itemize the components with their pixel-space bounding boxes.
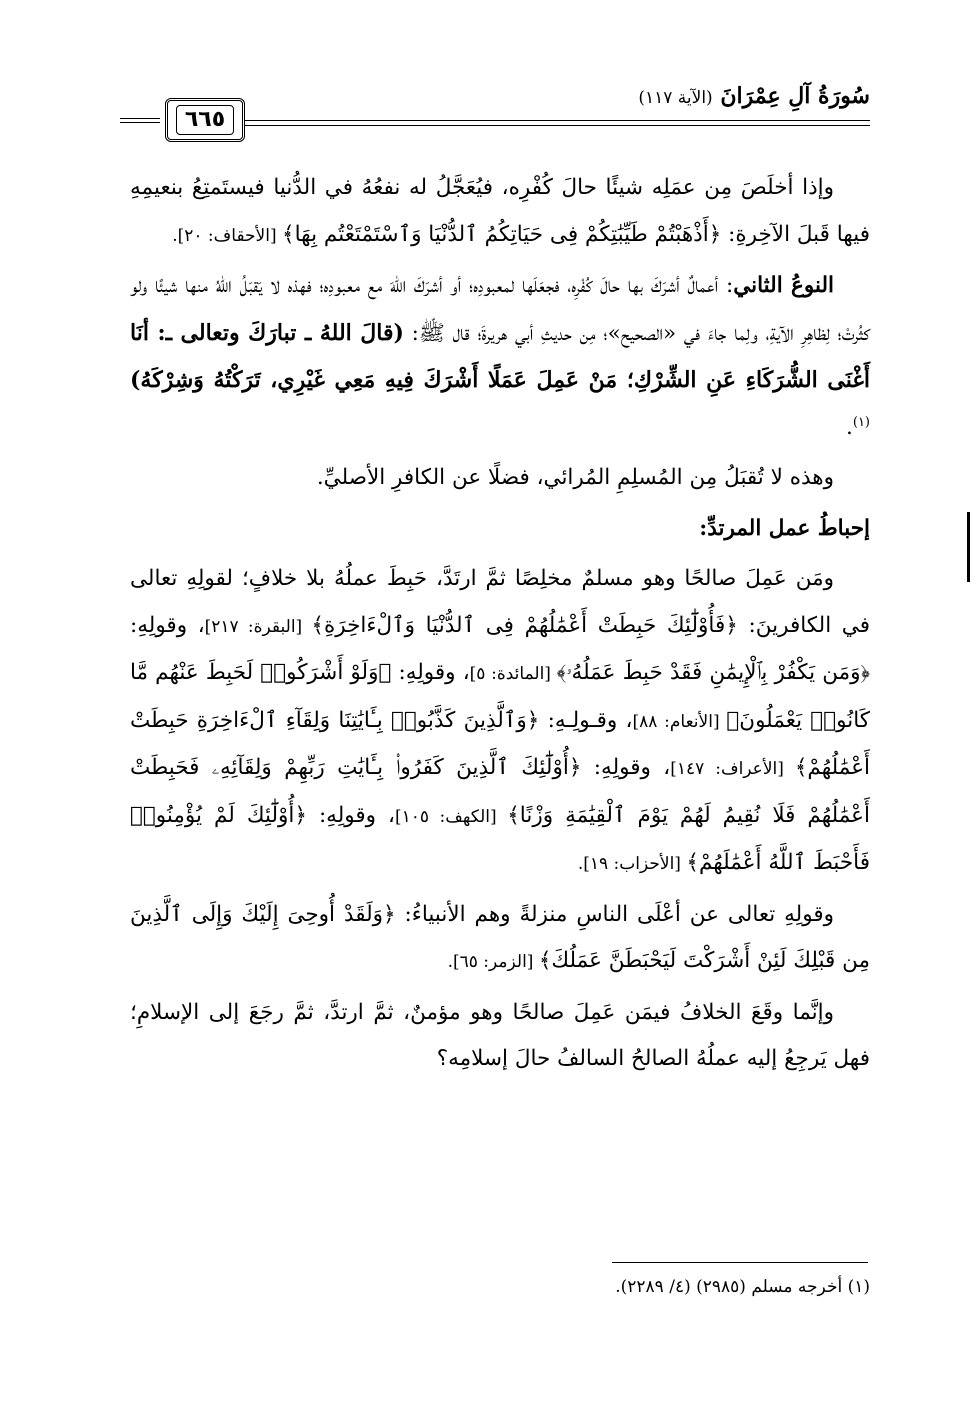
quran-verse: ﴿وَلَوْ أَشْرَكُوا۟ لَحَبِطَ عَنْهُم مَّا كَانُوا۟ يَعْمَلُونَ﴾ [130, 660, 870, 733]
surah-name: سُورَةُ آلِ عِمْرَانَ [720, 83, 870, 109]
hadith-text: (قالَ اللهُ ـ تبارَكَ وتعالى ـ: أنَا أَغْنَى الشُّرَكَاءِ عَنِ الشِّرْكِ؛ مَنْ عَمِلَ عَمَلًا أَشْرَكَ فِيهِ مَعِي غَيْرِي، تَرَكْتُهُ وَشِرْكَهُ) [130, 319, 870, 393]
paragraph-text: وهذه لا تُقبَلُ مِن المُسلِمِ المُرائي، فضلًا عن الكافرِ الأصليِّ. [316, 465, 834, 490]
verse-reference: [الأحقاف: ٢٠]. [172, 225, 283, 246]
scan-edge-mark [967, 512, 970, 582]
footnote-number: (١) [847, 1277, 870, 1297]
section-label: النوعُ الثاني [733, 273, 834, 298]
paragraph [130, 556, 870, 888]
quran-verse: ﴿أُوْلَٰٓئِكَ ٱلَّذِينَ كَفَرُوا۟ بِـَٔايَٰتِ رَبِّهِمْ وَلِقَآئِهِۦ فَحَبِطَتْ أَعْمَٰلُهُمْ فَلَا نُقِيمُ لَهُمْ يَوْمَ ٱلْقِيَٰمَةِ وَزْنًا﴾ [130, 755, 870, 828]
verse-reference: [الزمر: ٦٥]. [447, 952, 539, 972]
paragraph [130, 263, 870, 451]
paragraph [130, 506, 870, 553]
page-header [120, 78, 870, 148]
quran-verse: ﴿أُوْلَٰٓئِكَ لَمْ يُؤْمِنُوا۟ فَأَحْبَطَ ٱللَّهُ أَعْمَٰلَهُمْ﴾ [130, 802, 870, 875]
paragraph-text: ومَن عَمِلَ صالحًا وهو مسلمٌ مخلِصًا ثمَّ ارتَدَّ، حَبِطَ عملُهُ بلا خلافٍ؛ لقولِهِ تعالى في الكافرينَ: [130, 566, 870, 638]
footnote-marker: (١) [852, 414, 870, 430]
quran-verse: ﴿أَذْهَبْتُمْ طَيِّبَٰتِكُمْ فِى حَيَاتِكُمُ ٱلدُّنْيَا وَٱسْتَمْتَعْتُم بِهَا﴾ [282, 221, 722, 247]
footnote-item [130, 1272, 870, 1302]
header-rule-short [120, 118, 160, 123]
verse-reference: [المائدة: ٥] [469, 664, 557, 684]
paragraph [130, 455, 870, 502]
running-title [638, 78, 870, 116]
paragraph-text: . [846, 414, 853, 440]
verse-reference: [الأحزاب: ١٩]. [577, 854, 687, 874]
paragraph-text: ، وقولِهِ: [581, 755, 671, 780]
header-rule [244, 120, 870, 126]
paragraph [130, 892, 870, 986]
paragraph [130, 990, 870, 1083]
ayah-reference: (الآية ١١٧) [638, 88, 713, 108]
page-number: ٦٦٥ [176, 105, 234, 135]
page-number-frame [165, 98, 245, 142]
verse-reference: [الأعراف: ١٤٧] [670, 759, 795, 779]
paragraph-text: وإنَّما وقَعَ الخلافُ فيمَن عَمِلَ صالحًا وهو مؤمنٌ، ثمَّ ارتدَّ، ثمَّ رجَعَ إلى الإسلامِ؛ فهل يَرجِعُ إليه عملُهُ الصالحُ السالفُ حالَ إسلامِه؟ [130, 999, 870, 1071]
quran-verse: ﴿فَأُوْلَٰٓئِكَ حَبِطَتْ أَعْمَٰلُهُمْ فِى ٱلدُّنْيَا وَٱلْءَاخِرَةِ﴾ [311, 612, 738, 638]
verse-reference: [البقرة: ٢١٧] [204, 616, 312, 637]
verse-reference: [الأنعام: ٨٨] [632, 711, 727, 732]
paragraph-text: ، وقولِهِ: [391, 660, 470, 685]
verse-reference: [الكهف: ١٠٥] [394, 806, 508, 827]
quran-verse: ﴿وَٱلَّذِينَ كَذَّبُوا۟ بِـَٔايَٰتِنَا وَلِقَآءِ ٱلْءَاخِرَةِ حَبِطَتْ أَعْمَٰلُهُمْ﴾ [130, 707, 870, 780]
quran-verse: ﴿وَمَن يَكْفُرْ بِٱلْإِيمَٰنِ فَقَدْ حَبِطَ عَمَلُهُۥ﴾ [556, 660, 871, 685]
paragraph-text: ، وقـولِـهِ: [539, 707, 633, 733]
quran-verse: ﴿وَلَقَدْ أُوحِىَ إِلَيْكَ وَإِلَى ٱلَّذِينَ مِن قَبْلِكَ لَئِنْ أَشْرَكْتَ لَيَحْبَطَنَّ عَمَلُكَ﴾ [130, 901, 870, 973]
paragraph-text: وإذا أخلَصَ مِن عمَلِه شيئًا حالَ كُفْرِه، فيُعَجَّلُ له نفعُهُ في الدُّنيا فيستَمتِعُ بنعيمِهِ فيها قَبلَ الآخِرةِ: [130, 175, 870, 247]
footnote-text: أخرجه مسلم (٢٩٨٥) (٤/ ٢٢٨٩). [615, 1277, 843, 1297]
section-heading: إحباطُ عمل المرتدِّ: [699, 515, 870, 541]
paragraph [130, 165, 870, 259]
paragraph-text: وقولِهِ تعالى عن أعْلَى الناسِ منزلةً وهم الأنبياءُ: [395, 901, 834, 927]
body-text [130, 165, 870, 1087]
paragraph-text: ، وقولِهِ: [306, 802, 395, 828]
footnote-separator [612, 1262, 868, 1263]
paragraph-text: ، وقولِهِ: [130, 612, 205, 638]
footnotes [130, 1272, 870, 1302]
paragraph-text: : أعمالٌ أشرَكَ بها حالَ كُفْرِه، فجعَلَها لمعبودِه؛ أو أشرَكَ اللهَ مع معبودِه؛ فهذه لا يَقبَلُ اللهُ منها شيئًا ولو كثُرتْ؛ لِظاهِرِ الآيةِ، ولِما جاءَ في «الصحيح»؛ مِن حديثِ أبي هريرةَ؛ قال ﷺ: [130, 273, 870, 346]
